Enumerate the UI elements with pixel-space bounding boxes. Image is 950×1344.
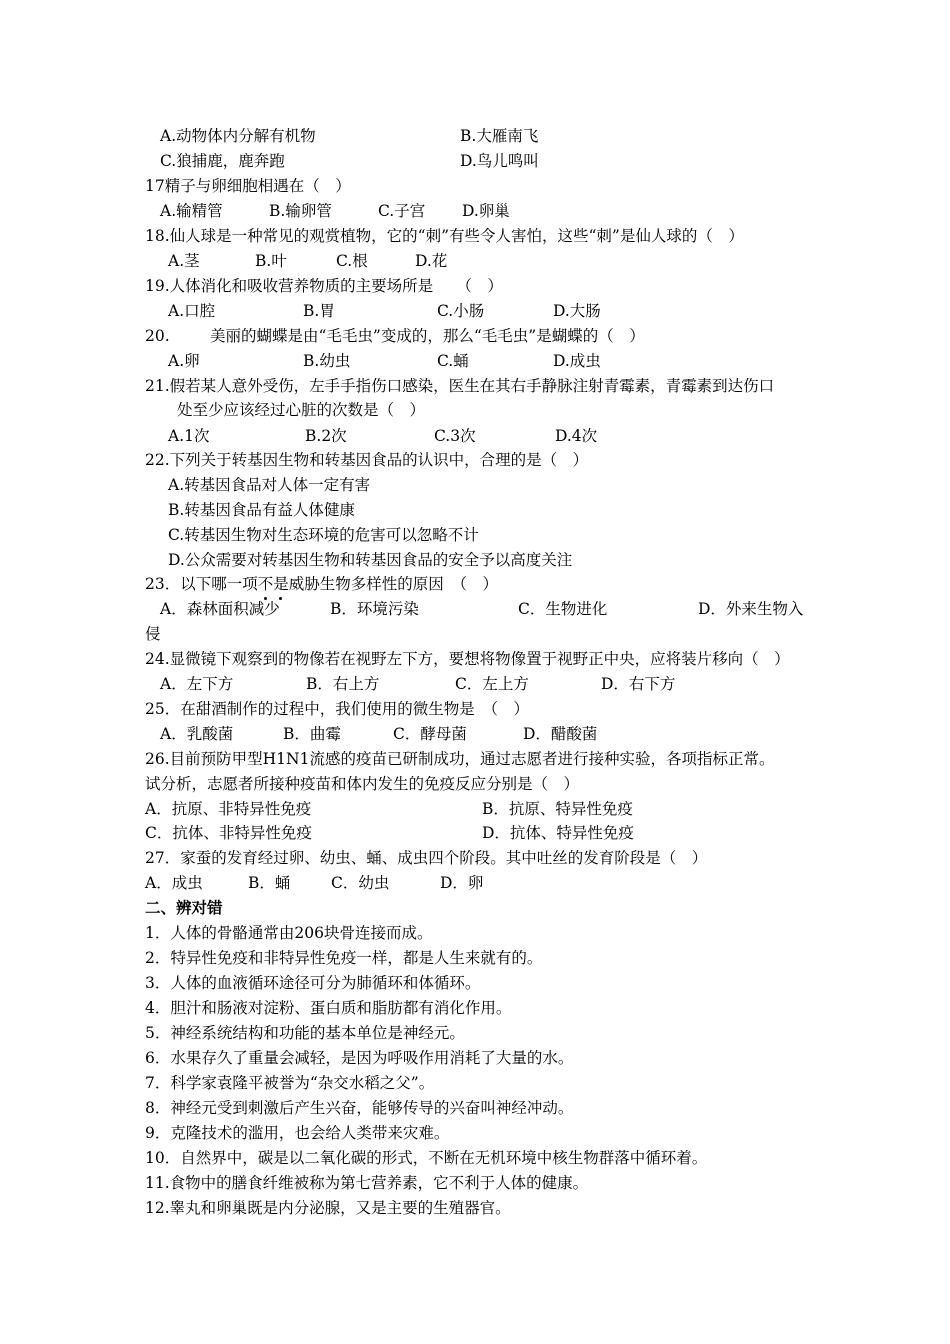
q20-option-d: D.成虫 (553, 352, 601, 370)
q22-option-b: B.转基因食品有益人体健康 (168, 501, 355, 519)
tf-item: 4．胆汁和肠液对淀粉、蛋白质和脂肪都有消化作用。 (145, 999, 512, 1017)
q23-stem-emphasis (258, 575, 289, 593)
q16-option-d: D.鸟儿鸣叫 (460, 152, 539, 170)
q19-option-a: A.口腔 (168, 302, 216, 320)
tf-item: 10．自然界中，碳是以二氧化碳的形式，不断在无机环境中核生物群落中循环着。 (145, 1149, 708, 1167)
q24-option-b: B．右上方 (306, 675, 380, 693)
q20-option-a: A.卵 (168, 352, 200, 370)
tf-item: 8．神经元受到刺激后产生兴奋，能够传导的兴奋叫神经冲动。 (145, 1099, 574, 1117)
q16-option-c: C.狼捕鹿，鹿奔跑 (160, 152, 285, 170)
q17-option-b: B.输卵管 (269, 202, 332, 220)
q23-option-d-line1: D．外来生物入 (698, 600, 804, 618)
q27-stem: 27．家蚕的发育经过卵、幼虫、蛹、成虫四个阶段。其中吐丝的发育阶段是（ ） (145, 849, 708, 867)
q20-stem: 美丽的蝴蝶是由“毛毛虫”变成的，那么“毛毛虫”是蝴蝶的（ ） (210, 327, 645, 345)
q25-stem: 25．在甜酒制作的过程中，我们使用的微生物是 （ ） (145, 700, 529, 718)
q19-option-b: B.胃 (303, 302, 335, 320)
q26-option-c: C．抗体、非特异性免疫 (145, 824, 312, 842)
q26-stem-line1: 26.目前预防甲型H1N1流感的疫苗已研制成功，通过志愿者进行接种实验，各项指标正常。 (145, 750, 775, 768)
q17-option-a: A.输精管 (160, 202, 223, 220)
q23-stem-before: 23．以下哪一项 (145, 575, 258, 593)
q24-option-a: A．左下方 (160, 675, 234, 693)
q18-option-c: C.根 (336, 252, 368, 270)
tf-item: 5．神经系统结构和功能的基本单位是神经元。 (145, 1024, 465, 1042)
q16-option-b: B.大雁南飞 (460, 127, 539, 145)
q23-emphasis-text: 不是 (257, 575, 289, 593)
q18-option-d: D.花 (415, 252, 448, 270)
q21-option-c: C.3次 (434, 427, 476, 445)
q23-stem (145, 574, 498, 594)
q18-option-b: B.叶 (255, 252, 287, 270)
q22-stem: 22.下列关于转基因生物和转基因食品的认识中，合理的是（ ） (145, 451, 589, 469)
q24-option-c: C．左上方 (455, 675, 529, 693)
q23-option-c: C．生物进化 (518, 600, 608, 618)
q24-stem: 24.显微镜下观察到的物像若在视野左下方，要想将物像置于视野正中央，应将装片移向（ ） (145, 650, 790, 668)
q19-stem: 19.人体消化和吸收营养物质的主要场所是 （ ） (145, 277, 503, 295)
q22-option-a: A.转基因食品对人体一定有害 (168, 476, 371, 494)
tf-item: 11.食物中的膳食纤维被称为第七营养素，它不利于人体的健康。 (145, 1174, 589, 1192)
q19-option-d: D.大肠 (553, 302, 601, 320)
q23-option-d-line2: 侵 (145, 625, 161, 643)
q18-option-a: A.茎 (168, 252, 200, 270)
q27-option-b: B．蛹 (248, 874, 291, 892)
q18-stem: 18.仙人球是一种常见的观赏植物，它的“刺”有些令人害怕，这些“刺”是仙人球的（ ） (145, 227, 744, 245)
q25-option-a: A．乳酸菌 (160, 725, 234, 743)
q21-option-b: B.2次 (305, 427, 347, 445)
q22-option-c: C.转基因生物对生态环境的危害可以忽略不计 (168, 526, 479, 544)
q27-option-a: A．成虫 (145, 874, 203, 892)
q26-stem-line2: 试分析，志愿者所接种疫苗和体内发生的免疫反应分别是（ ） (145, 775, 580, 793)
q21-stem-line2: 处至少应该经过心脏的次数是（ ） (177, 401, 426, 419)
q27-option-d: D．卵 (440, 874, 484, 892)
q17-option-c: C.子宫 (378, 202, 426, 220)
q26-option-d: D．抗体、特异性免疫 (482, 824, 634, 842)
q23-option-b: B．环境污染 (330, 600, 419, 618)
q26-option-a: A．抗原、非特异性免疫 (145, 800, 312, 818)
q20-option-b: B.幼虫 (303, 352, 351, 370)
tf-item: 3．人体的血液循环途径可分为肺循环和体循环。 (145, 974, 481, 992)
q21-option-a: A.1次 (168, 427, 210, 445)
q24-option-d: D．右下方 (601, 675, 676, 693)
q23-stem-after: 威胁生物多样性的原因 （ ） (288, 575, 499, 593)
q25-option-c: C．酵母菌 (393, 725, 467, 743)
q17-stem: 17精子与卵细胞相遇在（ ） (145, 177, 351, 195)
q25-option-b: B．曲霉 (283, 725, 341, 743)
q26-option-b: B．抗原、特异性免疫 (482, 800, 633, 818)
tf-item: 7．科学家袁隆平被誉为“杂交水稻之父”。 (145, 1074, 435, 1092)
q20-number: 20. (145, 327, 170, 345)
q16-option-a: A.动物体内分解有机物 (160, 127, 316, 145)
q25-option-d: D．醋酸菌 (523, 725, 598, 743)
tf-item: 2．特异性免疫和非特异性免疫一样，都是人生来就有的。 (145, 949, 543, 967)
tf-item: 6．水果存久了重量会减轻，是因为呼吸作用消耗了大量的水。 (145, 1049, 574, 1067)
q17-option-d: D.卵巢 (462, 202, 510, 220)
tf-item: 12.睾丸和卵巢既是内分泌腺，又是主要的生殖器官。 (145, 1199, 511, 1217)
q27-option-c: C．幼虫 (331, 874, 390, 892)
tf-item: 1．人体的骨骼通常由206块骨连接而成。 (145, 924, 433, 942)
q19-option-c: C.小肠 (437, 302, 485, 320)
tf-item: 9．克隆技术的滥用，也会给人类带来灾难。 (145, 1124, 450, 1142)
q21-stem-line1: 21.假若某人意外受伤，左手手指伤口感染，医生在其右手静脉注射青霉素，青霉素到达伤口 (145, 377, 775, 395)
q22-option-d: D.公众需要对转基因生物和转基因食品的安全予以高度关注 (168, 551, 573, 569)
q23-option-a: A．森林面积减少 (160, 600, 280, 618)
q20-option-c: C.蛹 (437, 352, 469, 370)
q21-option-d: D.4次 (555, 427, 598, 445)
section-2-title: 二、辨对错 (145, 898, 223, 917)
